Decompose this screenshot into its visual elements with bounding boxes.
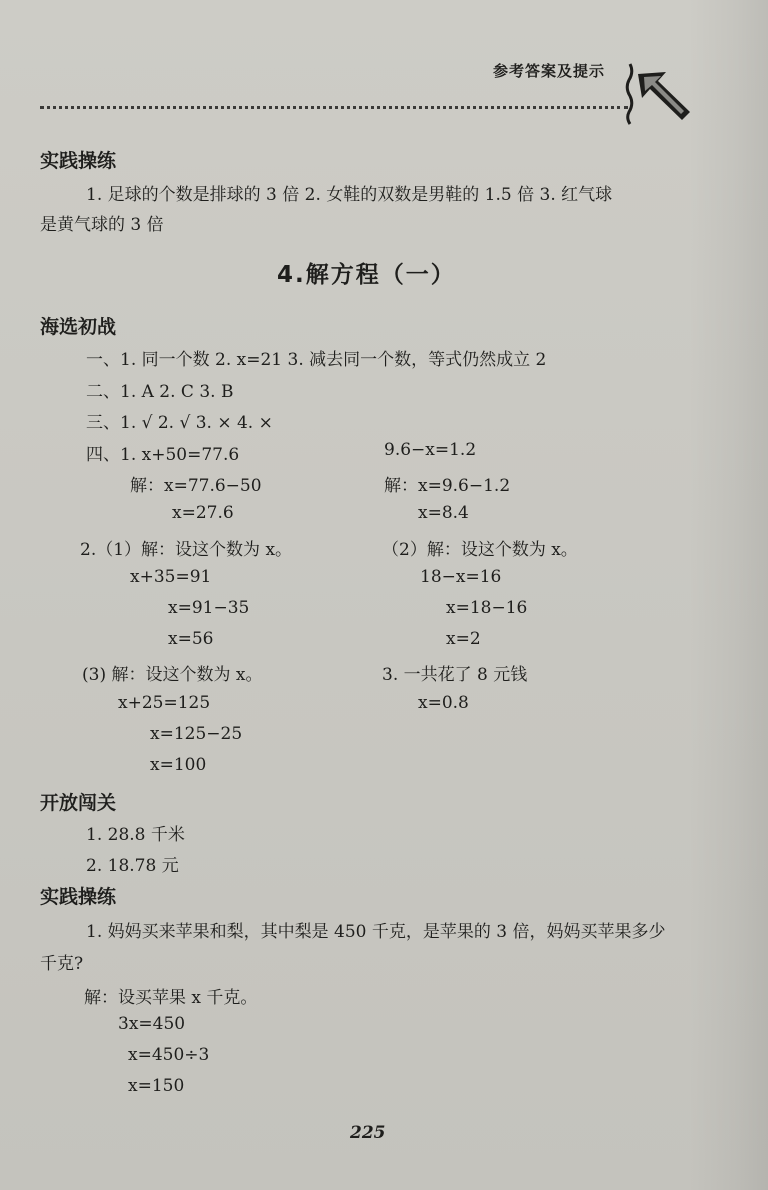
header-title: 参考答案及提示 bbox=[493, 62, 606, 80]
equation-step: x=56 bbox=[168, 629, 214, 649]
equation-step: x=450÷3 bbox=[128, 1045, 210, 1065]
arrow-icon bbox=[624, 60, 694, 128]
equation-step: x=8.4 bbox=[418, 503, 469, 523]
answer-part-4-q1: 四、1. x+50=77.6 bbox=[86, 445, 240, 465]
equation-step: x=18−16 bbox=[446, 598, 528, 618]
answer-part-2: 二、1. A 2. C 3. B bbox=[86, 382, 234, 402]
section-heading-haixuan: 海选初战 bbox=[40, 316, 117, 338]
page-edge-shadow bbox=[688, 0, 768, 1190]
equation-step: x+35=91 bbox=[130, 567, 212, 587]
answer-part-1: 一、1. 同一个数 2. x=21 3. 减去同一个数，等式仍然成立 2 bbox=[86, 350, 547, 370]
equation-step: 18−x=16 bbox=[420, 567, 502, 587]
equation-step: 2.（1）解：设这个数为 x。 bbox=[80, 540, 293, 560]
section-heading-practice: 实践操练 bbox=[40, 150, 117, 172]
section-heading-practice: 实践操练 bbox=[40, 886, 117, 908]
equation-step: (3) 解：设这个数为 x。 bbox=[82, 665, 263, 685]
equation-step: x+25=125 bbox=[118, 693, 211, 713]
equation-step: 3x=450 bbox=[118, 1014, 186, 1034]
equation-step: x=27.6 bbox=[172, 503, 234, 523]
practice-line-2: 是黄气球的 3 倍 bbox=[40, 215, 164, 235]
equation-step: x=125−25 bbox=[150, 724, 243, 744]
equation-step: 解：x=9.6−1.2 bbox=[384, 476, 511, 496]
header-divider bbox=[40, 106, 628, 109]
practice-line-2: 千克? bbox=[40, 954, 84, 974]
equation-step: x=91−35 bbox=[168, 598, 250, 618]
section-heading-kaifang: 开放闯关 bbox=[40, 792, 117, 814]
lesson-title: 4.解方程（一） bbox=[277, 262, 456, 288]
equation-step: x=100 bbox=[150, 755, 207, 775]
equation-step: 解：x=77.6−50 bbox=[130, 476, 262, 496]
equation-step: 3. 一共花了 8 元钱 bbox=[382, 665, 528, 685]
equation-step: x=0.8 bbox=[418, 693, 469, 713]
equation-step: 9.6−x=1.2 bbox=[384, 440, 477, 460]
kaifang-answer-2: 2. 18.78 元 bbox=[86, 856, 179, 876]
page-number: 225 bbox=[350, 1123, 386, 1143]
practice-line-1: 1. 妈妈买来苹果和梨，其中梨是 450 千克，是苹果的 3 倍，妈妈买苹果多少 bbox=[86, 922, 666, 942]
kaifang-answer-1: 1. 28.8 千米 bbox=[86, 825, 185, 845]
equation-step: x=2 bbox=[446, 629, 481, 649]
equation-step: （2）解：设这个数为 x。 bbox=[382, 540, 578, 560]
equation-step: x=150 bbox=[128, 1076, 185, 1096]
equation-step: 解：设买苹果 x 千克。 bbox=[84, 988, 258, 1008]
practice-line-1: 1. 足球的个数是排球的 3 倍 2. 女鞋的双数是男鞋的 1.5 倍 3. 红气球 bbox=[86, 185, 613, 205]
answer-part-3: 三、1. √ 2. √ 3. × 4. × bbox=[86, 413, 273, 433]
